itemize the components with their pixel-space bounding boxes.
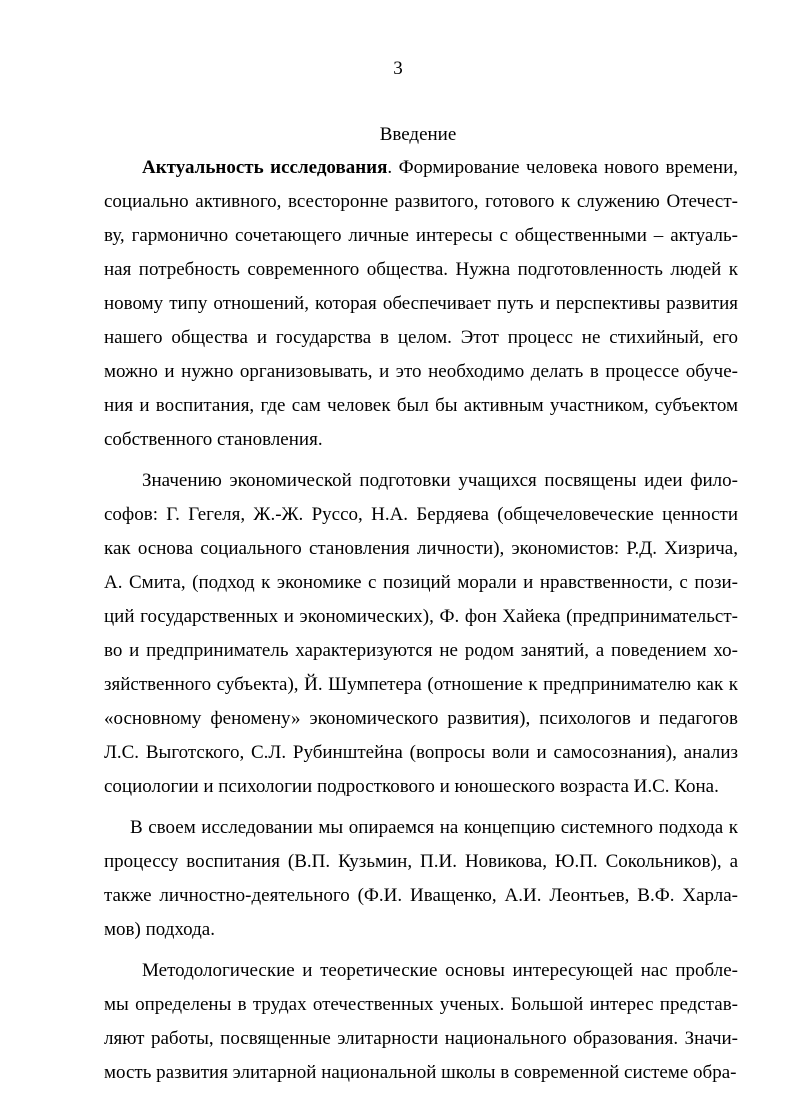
paragraph-philosophers <box>104 464 738 804</box>
paragraph-relevance <box>104 151 738 457</box>
paragraph-lead-term: Актуальность исследования <box>142 157 388 178</box>
page-number: 3 <box>393 58 403 79</box>
paragraph-systems-approach <box>104 811 738 947</box>
paragraph-methodology <box>104 954 738 1090</box>
paragraph-text: В своем исследовании мы опираемся на концепцию системного подхода к процессу воспитания (В.П. Кузьмин, П.И. Новикова, Ю.П. Сокольников), а также личностно-деятельного (Ф.И. Иващенко, А.И. Леонтьев, В.Ф. Харламов) подхода. <box>104 817 738 940</box>
section-heading: Введение <box>379 124 457 145</box>
paragraph-text: . Формирование человека нового времени, социально активного, всесторонне развитого, готового к служению Отечеству, гармонично сочетающего личные интересы с общественными – актуальная потребность современного общества. Нужна подготовленность людей к новому типу отношений, которая обеспечивает путь и перспективы развития нашего общества и государства в целом. Этот процесс не стихийный, его можно и нужно организовывать, и это необходимо делать в процессе обучения и воспитания, где сам человек был бы активным участником, субъектом собственного становления. <box>104 157 738 450</box>
paragraph-text: Методологические и теоретические основы интересующей нас проблемы определены в трудах отечественных ученых. Большой интерес представляют работы, посвященные элитарности национального образования. Значимость развития элитарной национальной школы в современной системе обра- <box>104 960 738 1083</box>
document-body <box>104 151 738 1097</box>
paragraph-text: Значению экономической подготовки учащихся посвящены идеи философов: Г. Гегеля, Ж.-Ж. Руссо, Н.А. Бердяева (общечеловеческие ценности как основа социального становления личности), экономистов: Р.Д. Хизрича, А. Смита, (подход к экономике с позиций морали и нравственности, с позиций государственных и экономических), Ф. фон Хайека (предпринимательство и предприниматель характеризуются не родом занятий, а поведением хозяйственного субъекта), Й. Шумпетера (отношение к предпринимателю как к «основному феномену» экономического развития), психологов и педагогов Л.С. Выготского, С.Л. Рубинштейна (вопросы воли и самосознания), анализ социологии и психологии подросткового и юношеского возраста И.С. Кона. <box>104 470 738 797</box>
